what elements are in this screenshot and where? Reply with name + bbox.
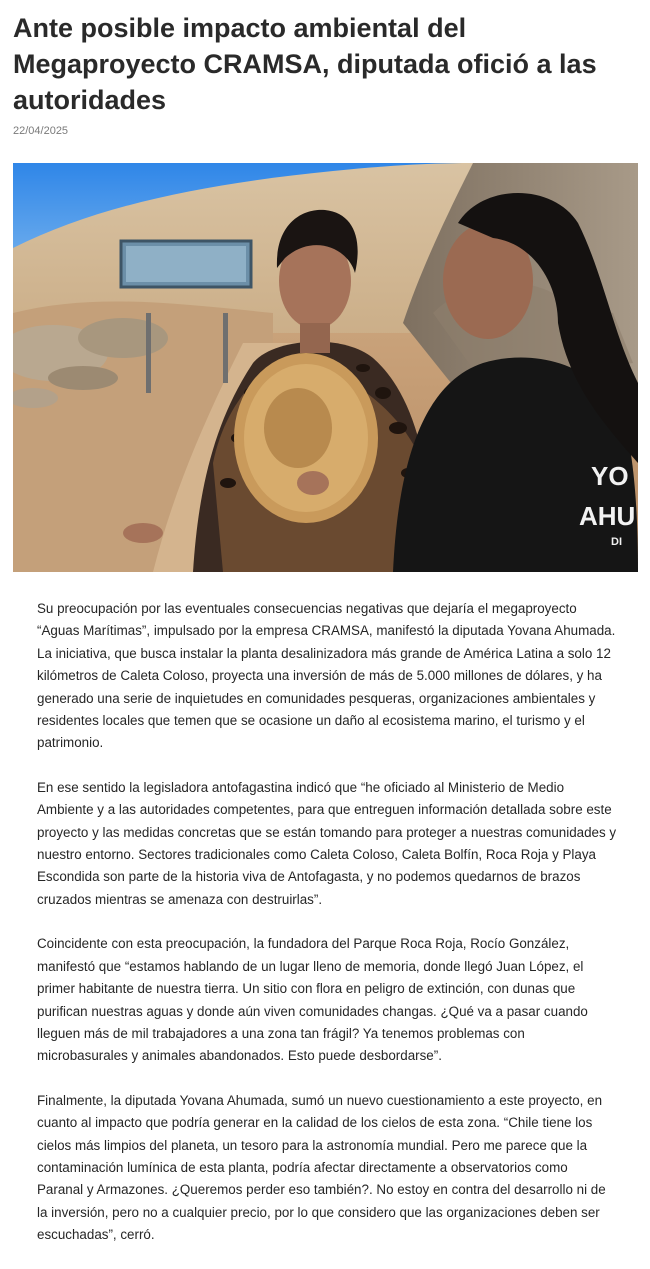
article-title: Ante posible impacto ambiental del Megaproyecto CRAMSA, diputada ofició a las autoridades bbox=[13, 13, 597, 115]
article-paragraph: Finalmente, la diputada Yovana Ahumada, sumó un nuevo cuestionamiento a este proyecto, en cuanto al impacto que podría generar en la calidad de los cielos de esta zona. “Chile tiene los cielos más limpios del planeta, un tesoro para la astronomía mundial. Pero me parece que la contaminación lumínica de esta planta, podría afectar directamente a observatorios como Paranal y Armazones. ¿Queremos perder eso también?. No estoy en contra del desarrollo ni de la inversión, pero no a cualquier precio, por lo que considero que las organizaciones deben ser escuchadas”, cerró. bbox=[37, 1092, 606, 1243]
shirt-text-yo: YO bbox=[591, 461, 629, 491]
article-paragraph: Su preocupación por las eventuales consecuencias negativas que dejaría el megaproyecto “Aguas Marítimas”, impulsado por la empresa CRAMSA, manifestó la diputada Yovana Ahumada. La iniciativa, que busca instalar la planta desalinizadora más grande de América Latina a solo 12 kilómetros de Caleta Coloso, proyecta una inversión de más de 5.000 millones de dólares, y ha generado una serie de inquietudes en comunidades pesqueras, organizaciones ambientales y residentes locales que temen que se ocasione un daño al ecosistema marino, el turismo y el patrimonio. bbox=[37, 601, 616, 751]
article-paragraph: Coincidente con esta preocupación, la fundadora del Parque Roca Roja, Rocío González, manifestó que “estamos hablando de un lugar lleno de memoria, donde llegó Juan López, el primer habitante de nuestra tierra. Un sitio con flora en peligro de extinción, con dunas que purifican nuestras aguas y donde aún viven comunidades changas. ¿Qué va a pasar cuando lleguen más de mil trabajadores a una zona tan frágil? Ya tenemos problemas con microbasurales y animales abandonados. Esto puede desbordarse”. bbox=[37, 936, 588, 1064]
article-paragraph: En ese sentido la legisladora antofagastina indicó que “he oficiado al Ministerio de Medio Ambiente y a las autoridades competentes, para que entreguen información detallada sobre este proyecto y las medidas concretas que se están tomando para proteger a nuestras comunidades y nuestro entorno. Sectores tradicionales como Caleta Coloso, Caleta Bolfín, Roca Roja y Playa Escondida son parte de la historia viva de Antofagasta, y no podemos quedarnos de brazos cruzados mientras se amenaza con destruirlas”. bbox=[37, 779, 617, 907]
article-body bbox=[37, 598, 617, 1269]
article-photo bbox=[13, 163, 638, 572]
article-date: 22/04/2025 bbox=[13, 125, 69, 137]
shirt-text-di: DI bbox=[611, 536, 622, 548]
shirt-text-ahu: AHU bbox=[579, 501, 636, 531]
